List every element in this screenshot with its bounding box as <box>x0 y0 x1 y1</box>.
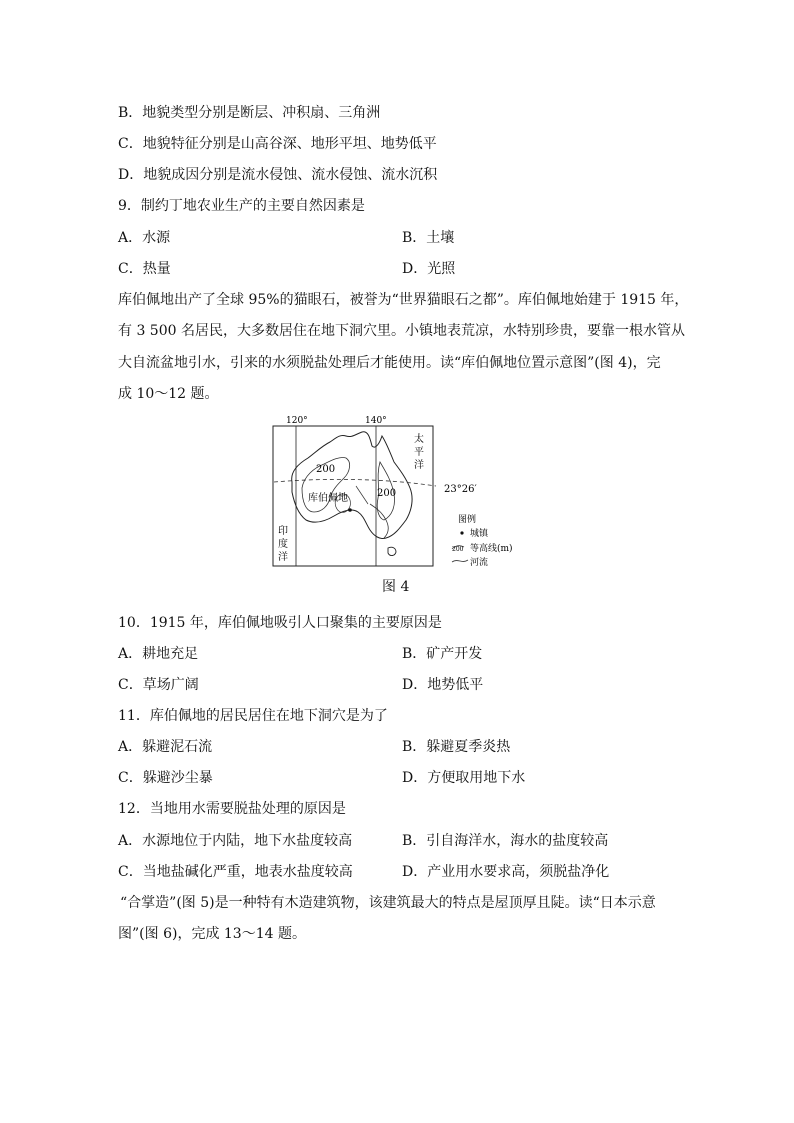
contour-label-east: 200 <box>377 488 397 499</box>
tropic-of-capricorn <box>274 479 436 486</box>
tropic-label: 23°26′ <box>444 484 477 495</box>
indian-label-2: 度 <box>278 539 288 550</box>
legend-title: 图例 <box>458 515 477 525</box>
pacific-label-1: 太 <box>414 434 424 445</box>
q9-option-c: C．热量 <box>118 261 171 277</box>
legend-town-symbol <box>460 531 463 534</box>
passage2-line2: 图”(图 6)，完成 13～14 题。 <box>118 926 306 942</box>
passage1-line4: 成 10～12 题。 <box>118 386 219 402</box>
q10-option-b: B．矿产开发 <box>402 646 483 662</box>
indian-label-3: 洋 <box>278 552 288 563</box>
legend-contour-value: 200 <box>452 546 464 553</box>
town-dot-coober-pedy <box>348 508 352 512</box>
passage1-line3: 大自流盆地引水，引来的水须脱盐处理后才能使用。读“库伯佩地位置示意图”(图 4)，完 <box>118 355 661 371</box>
town-label: 库伯佩地 <box>308 493 348 504</box>
australia-map <box>272 412 512 572</box>
lon-label-120: 120° <box>286 416 308 426</box>
pacific-label-3: 洋 <box>414 460 424 471</box>
q11-option-b: B．躲避夏季炎热 <box>402 739 511 755</box>
q11-stem: 11．库伯佩地的居民居住在地下洞穴是为了 <box>118 708 388 724</box>
q11-option-c: C．躲避沙尘暴 <box>118 770 213 786</box>
map-frame <box>273 426 433 566</box>
map-legend <box>452 513 512 568</box>
q10-option-c: C．草场广阔 <box>118 677 199 693</box>
q9-option-d: D．光照 <box>402 261 456 277</box>
q11-option-a: A．躲避泥石流 <box>118 739 213 755</box>
passage1-line2: 有 3 500 名居民，大多数居住在地下洞穴里。小镇地表荒凉，水特别珍贵，要靠一根水管从 <box>118 323 685 339</box>
lon-label-140: 140° <box>365 416 387 426</box>
figure4-caption: 图 4 <box>382 579 410 595</box>
q12-option-d: D．产业用水要求高，须脱盐净化 <box>402 864 610 880</box>
passage2-line1: “合掌造”(图 5)是一种特有木造建筑物，该建筑最大的特点是屋顶厚且陡。读“日本示意 <box>120 895 656 911</box>
q10-option-d: D．地势低平 <box>402 677 484 693</box>
legend-river-symbol <box>452 560 468 562</box>
australia-coastline <box>292 432 412 539</box>
q9-option-b: B．土壤 <box>402 230 455 246</box>
q10-option-a: A．耕地充足 <box>118 646 199 662</box>
q11-option-d: D．方便取用地下水 <box>402 770 526 786</box>
legend-river-label: 河流 <box>470 558 489 568</box>
q12-option-b: B．引自海洋水，海水的盐度较高 <box>402 833 609 849</box>
q8-option-b: B．地貌类型分别是断层、冲积扇、三角洲 <box>118 105 381 121</box>
legend-contour-label: 等高线(m) <box>470 544 512 554</box>
q12-stem: 12．当地用水需要脱盐处理的原因是 <box>118 801 346 817</box>
q8-option-c: C．地貌特征分别是山高谷深、地形平坦、地势低平 <box>118 136 437 152</box>
q8-option-d: D．地貌成因分别是流水侵蚀、流水侵蚀、流水沉积 <box>118 167 438 183</box>
q9-option-a: A．水源 <box>118 230 171 246</box>
river-tributary <box>356 486 368 504</box>
q12-option-c: C．当地盐碱化严重，地表水盐度较高 <box>118 864 353 880</box>
contour-label-west: 200 <box>316 464 336 475</box>
pacific-label-2: 平 <box>414 447 424 458</box>
q12-option-a: A．水源地位于内陆，地下水盐度较高 <box>118 833 353 849</box>
figure4-map <box>272 412 512 572</box>
legend-town-label: 城镇 <box>470 529 489 539</box>
q9-stem: 9．制约丁地农业生产的主要自然因素是 <box>118 198 365 214</box>
indian-label-1: 印 <box>278 526 288 537</box>
tasmania <box>388 547 396 555</box>
q10-stem: 10．1915 年，库伯佩地吸引人口聚集的主要原因是 <box>118 615 442 631</box>
passage1-line1: 库伯佩地出产了全球 95%的猫眼石，被誉为“世界猫眼石之都”。库伯佩地始建于 1915 年， <box>118 292 689 308</box>
